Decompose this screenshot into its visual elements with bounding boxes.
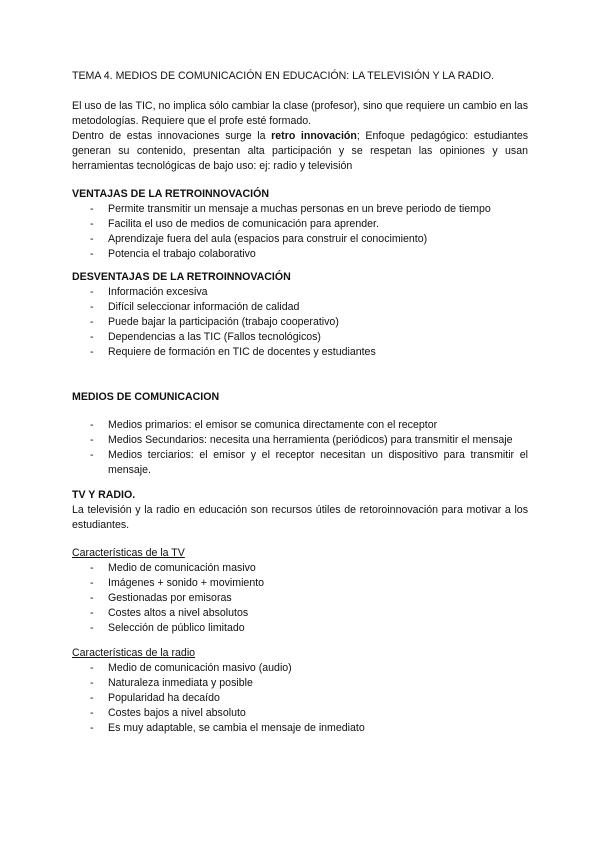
medios-heading: MEDIOS DE COMUNICACION	[72, 391, 220, 403]
intro-p2-bold: retro innovación	[271, 130, 357, 142]
list-item: - Selección de público limitado	[72, 621, 528, 636]
list-item: - Popularidad ha decaído	[72, 691, 528, 706]
caracteristicas-radio-list	[72, 661, 528, 736]
document-title: TEMA 4. MEDIOS DE COMUNICACIÓN EN EDUCACIÓN: LA TELEVISIÓN Y LA RADIO.	[72, 70, 495, 82]
list-item: - Requiere de formación en TIC de docentes y estudiantes	[72, 345, 528, 360]
list-item: - Medio de comunicación masivo (audio)	[72, 661, 528, 676]
caracteristicas-tv-heading: Características de la TV	[72, 547, 185, 559]
list-item: - Medio de comunicación masivo	[72, 561, 528, 576]
list-item: - Medios terciarios: el emisor y el receptor necesitan un dispositivo para transmitir el mensaje.	[72, 448, 528, 478]
list-item: - Dependencias a las TIC (Fallos tecnológicos)	[72, 330, 528, 345]
ventajas-heading: VENTAJAS DE LA RETROINNOVACIÓN	[72, 188, 269, 200]
medios-list	[72, 418, 528, 478]
intro-paragraph-2	[72, 129, 528, 174]
list-item: - Gestionadas por emisoras	[72, 591, 528, 606]
intro-p2-after: ; Enfoque pedagógico: estudiantes generan su contenido, presentan alta participación y se respetan las opiniones y usan herramientas tecnológicas de bajo uso: ej: radio y televisión	[72, 130, 529, 172]
ventajas-list	[72, 202, 528, 262]
tv-radio-heading: TV Y RADIO.	[72, 489, 136, 501]
caracteristicas-tv-list	[72, 561, 528, 636]
document-page	[72, 69, 528, 736]
list-item: - Costes bajos a nivel absoluto	[72, 706, 528, 721]
list-item: - Costes altos a nivel absolutos	[72, 606, 528, 621]
list-item: - Imágenes + sonido + movimiento	[72, 576, 528, 591]
list-item: - Potencia el trabajo colaborativo	[72, 247, 528, 262]
list-item: - Medios Secundarios: necesita una herramienta (periódicos) para transmitir el mensaje	[72, 433, 528, 448]
tv-radio-text: La televisión y la radio en educación son recursos útiles de retoroinnovación para motivar a los estudiantes.	[72, 504, 528, 531]
intro-paragraph-1: El uso de las TIC, no implica sólo cambiar la clase (profesor), sino que requiere un cambio en las metodologías. Requiere que el profe esté formado.	[72, 100, 528, 127]
list-item: - Naturaleza inmediata y posible	[72, 676, 528, 691]
list-item: - Medios primarios: el emisor se comunica directamente con el receptor	[72, 418, 528, 433]
list-item: - Facilita el uso de medios de comunicación para aprender.	[72, 217, 528, 232]
desventajas-heading: DESVENTAJAS DE LA RETROINNOVACIÓN	[72, 271, 291, 283]
list-item: - Permite transmitir un mensaje a muchas personas en un breve periodo de tiempo	[72, 202, 528, 217]
list-item: - Puede bajar la participación (trabajo cooperativo)	[72, 315, 528, 330]
caracteristicas-radio-heading: Características de la radio	[72, 647, 196, 659]
desventajas-list	[72, 285, 528, 360]
list-item: - Difícil seleccionar información de calidad	[72, 300, 528, 315]
list-item: - Es muy adaptable, se cambia el mensaje de inmediato	[72, 721, 528, 736]
intro-p2-before: Dentro de estas innovaciones surge la	[72, 130, 272, 142]
list-item: - Aprendizaje fuera del aula (espacios para construir el conocimiento)	[72, 232, 528, 247]
list-item: - Información excesiva	[72, 285, 528, 300]
